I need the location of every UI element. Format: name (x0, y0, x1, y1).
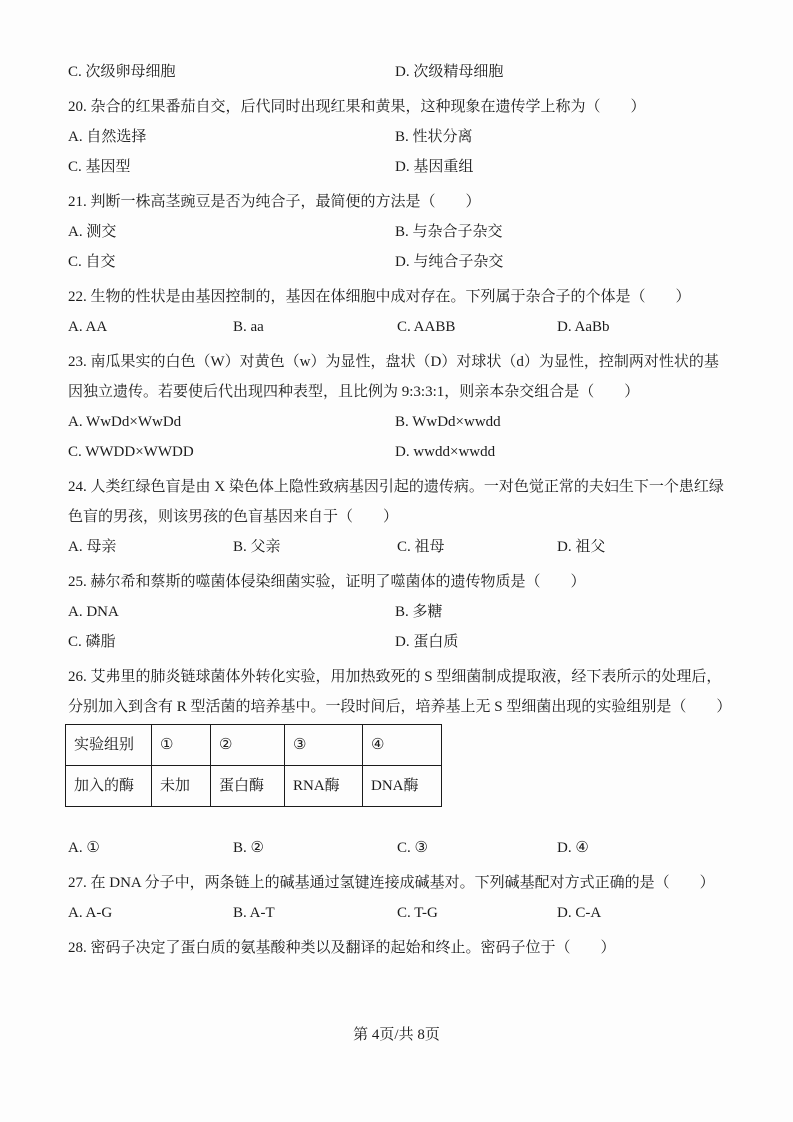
option-row (68, 407, 726, 437)
option-item: D. wwdd×wwdd (395, 444, 496, 460)
question-stem: 28. 密码子决定了蛋白质的氨基酸种类以及翻译的起始和终止。密码子位于（ ） (68, 940, 616, 956)
option-row (68, 833, 726, 863)
option-item: D. C-A (557, 905, 602, 921)
option-row (68, 217, 726, 247)
table-cell: RNA酶 (285, 766, 363, 807)
option-item: A. DNA (68, 604, 119, 620)
option-item: D. 基因重组 (395, 159, 474, 175)
option-item: D. 祖父 (557, 539, 606, 555)
option-row (68, 122, 726, 152)
question-stem: 25. 赫尔希和蔡斯的噬菌体侵染细菌实验，证明了噬菌体的遗传物质是（ ） (68, 574, 586, 590)
option-item: B. 性状分离 (395, 129, 473, 145)
table-cell: ③ (285, 725, 363, 766)
option-item: C. T-G (397, 905, 438, 921)
option-item: C. 基因型 (68, 159, 131, 175)
page-footer: 第 4页/共 8页 (353, 1027, 440, 1043)
option-item: C. WWDD×WWDD (68, 444, 194, 460)
table-cell: DNA酶 (363, 766, 442, 807)
question-stem: 24. 人类红绿色盲是由 X 染色体上隐性致病基因引起的遗传病。一对色觉正常的夫妇生下一个患红绿色盲的男孩，则该男孩的色盲基因来自于（ ） (68, 479, 724, 525)
table-cell: 蛋白酶 (211, 766, 285, 807)
option-row (68, 898, 726, 928)
option-item: B. WwDd×wwdd (395, 414, 501, 430)
option-row (68, 57, 726, 87)
option-item: C. 次级卵母细胞 (68, 64, 176, 80)
option-row (68, 152, 726, 182)
option-item: C. 祖母 (397, 539, 445, 555)
option-item: B. 与杂合子杂交 (395, 224, 503, 240)
table-cell: 未加 (152, 766, 211, 807)
question-stem: 21. 判断一株高茎豌豆是否为纯合子，最简便的方法是（ ） (68, 194, 481, 210)
table-row (66, 766, 442, 807)
question-stem: 26. 艾弗里的肺炎链球菌体外转化实验，用加热致死的 S 型细菌制成提取液，经下表所示的处理后，分别加入到含有 R 型活菌的培养基中。一段时间后，培养基上无 S 型细菌出现的实验组别是（ ） (68, 669, 732, 715)
option-item: C. ③ (397, 840, 428, 856)
question-stem: 23. 南瓜果实的白色（W）对黄色（w）为显性，盘状（D）对球状（d）为显性，控制两对性状的基因独立遗传。若要使后代出现四种表型，且比例为 9:3:3:1，则亲本杂交组合是（ ） (68, 354, 719, 400)
option-item: B. 多糖 (395, 604, 443, 620)
table-cell: ② (211, 725, 285, 766)
table-cell: ① (152, 725, 211, 766)
table-row (66, 725, 442, 766)
option-item: D. 蛋白质 (395, 634, 459, 650)
option-item: B. ② (233, 840, 264, 856)
table-cell: 实验组别 (66, 725, 152, 766)
option-item: C. 磷脂 (68, 634, 116, 650)
option-row (68, 247, 726, 277)
option-item: A. 自然选择 (68, 129, 147, 145)
option-item: D. 与纯合子杂交 (395, 254, 504, 270)
question-stem: 22. 生物的性状是由基因控制的，基因在体细胞中成对存在。下列属于杂合子的个体是（ ） (68, 289, 691, 305)
experiment-table (65, 724, 442, 807)
option-item: A. 母亲 (68, 539, 117, 555)
option-item: A. ① (68, 840, 100, 856)
option-row (68, 437, 726, 467)
question-stem: 27. 在 DNA 分子中，两条链上的碱基通过氢键连接成碱基对。下列碱基配对方式正确的是（ ） (68, 875, 715, 891)
option-item: D. 次级精母细胞 (395, 64, 504, 80)
option-row (68, 627, 726, 657)
question-stem: 20. 杂合的红果番茄自交，后代同时出现红果和黄果，这种现象在遗传学上称为（ ） (68, 99, 646, 115)
table-cell: ④ (363, 725, 442, 766)
option-item: B. aa (233, 319, 264, 335)
option-row (68, 312, 726, 342)
option-item: D. ④ (557, 840, 589, 856)
option-row (68, 532, 726, 562)
option-item: A. A-G (68, 905, 113, 921)
option-item: C. 自交 (68, 254, 116, 270)
option-item: A. WwDd×WwDd (68, 414, 182, 430)
option-item: A. AA (68, 319, 108, 335)
option-item: B. A-T (233, 905, 275, 921)
option-item: A. 测交 (68, 224, 117, 240)
option-item: C. AABB (397, 319, 456, 335)
option-item: D. AaBb (557, 319, 610, 335)
table-cell: 加入的酶 (66, 766, 152, 807)
exam-content (68, 57, 732, 963)
option-row (68, 597, 726, 627)
option-item: B. 父亲 (233, 539, 281, 555)
